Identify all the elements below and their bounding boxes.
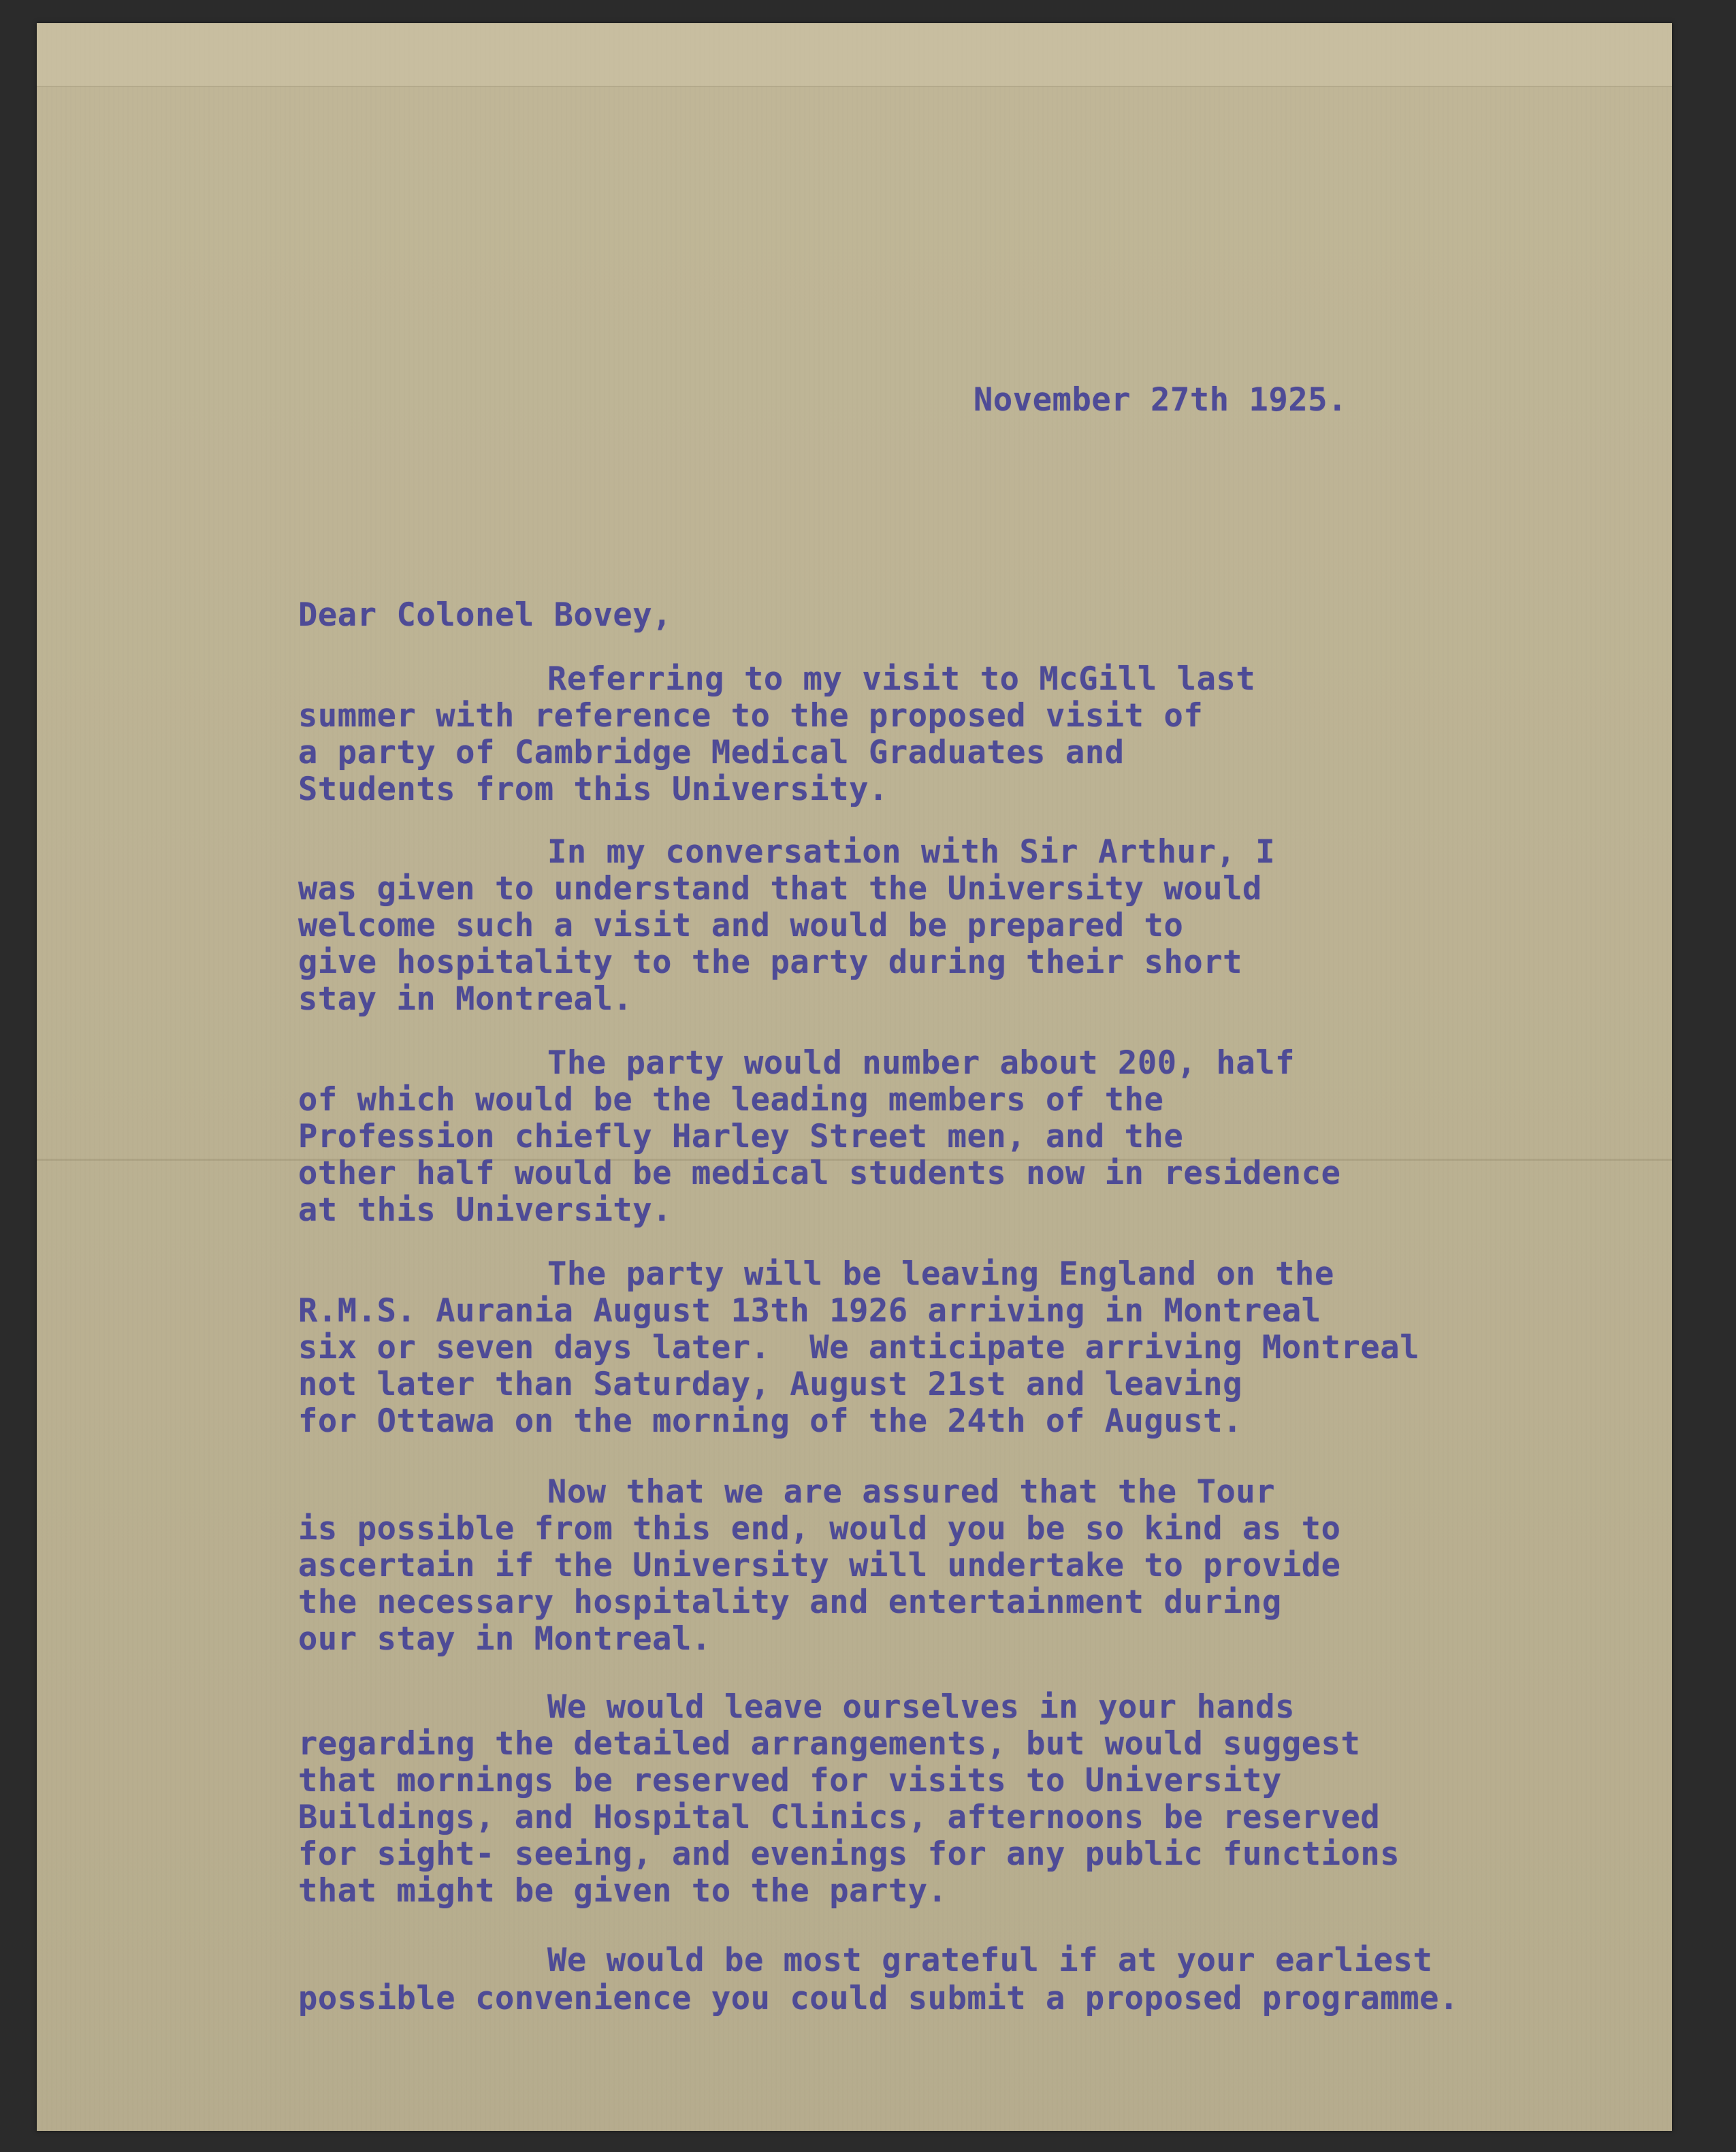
para5-line5: our stay in Montreal. [298, 1620, 711, 1658]
para2-line5: stay in Montreal. [298, 980, 633, 1018]
para1-line2: summer with reference to the proposed visit of [298, 697, 1204, 735]
para2-line1: In my conversation with Sir Arthur, I [547, 833, 1276, 871]
para3-line2: of which would be the leading members of the [298, 1081, 1164, 1119]
letter-page [37, 23, 1672, 2131]
para3-line1: The party would number about 200, half [547, 1044, 1296, 1082]
para6-line1: We would leave ourselves in your hands [547, 1688, 1296, 1726]
para2-line3: welcome such a visit and would be prepared to [298, 907, 1184, 944]
para3-line3: Profession chiefly Harley Street men, and the [298, 1118, 1184, 1155]
para4-line3: six or seven days later. We anticipate arriving Montreal [298, 1329, 1420, 1366]
para5-line4: the necessary hospitality and entertainment during [298, 1584, 1282, 1621]
para4-line1: The party will be leaving England on the [547, 1255, 1334, 1293]
para4-line5: for Ottawa on the morning of the 24th of August. [298, 1402, 1243, 1440]
para6-line5: for sight- seeing, and evenings for any public functions [298, 1835, 1400, 1873]
para4-line2: R.M.S. Aurania August 13th 1926 arriving in Montreal [298, 1292, 1321, 1330]
para5-line2: is possible from this end, would you be so kind as to [298, 1510, 1341, 1547]
letter-date: November 27th 1925. [974, 381, 1348, 419]
para3-line4: other half would be medical students now in residence [298, 1155, 1341, 1192]
letter-salutation: Dear Colonel Bovey, [298, 596, 673, 634]
para4-line4: not later than Saturday, August 21st and leaving [298, 1366, 1243, 1403]
para2-line4: give hospitality to the party during their short [298, 944, 1243, 981]
para6-line4: Buildings, and Hospital Clinics, afternoons be reserved [298, 1799, 1381, 1836]
para1-line4: Students from this University. [298, 771, 888, 808]
para6-line2: regarding the detailed arrangements, but would suggest [298, 1725, 1361, 1763]
para7-line2: possible convenience you could submit a proposed programme. [298, 1980, 1459, 2017]
para3-line5: at this University. [298, 1191, 673, 1229]
paper-top-edge [37, 23, 1672, 87]
para5-line1: Now that we are assured that the Tour [547, 1473, 1276, 1511]
para5-line3: ascertain if the University will undertake to provide [298, 1547, 1341, 1584]
para1-line1: Referring to my visit to McGill last [547, 660, 1256, 698]
para6-line6: that might be given to the party. [298, 1872, 948, 1910]
para1-line3: a party of Cambridge Medical Graduates and [298, 734, 1125, 771]
para7-line1: We would be most grateful if at your earliest [547, 1942, 1433, 1979]
para6-line3: that mornings be reserved for visits to University [298, 1762, 1282, 1799]
para2-line2: was given to understand that the University would [298, 870, 1262, 908]
